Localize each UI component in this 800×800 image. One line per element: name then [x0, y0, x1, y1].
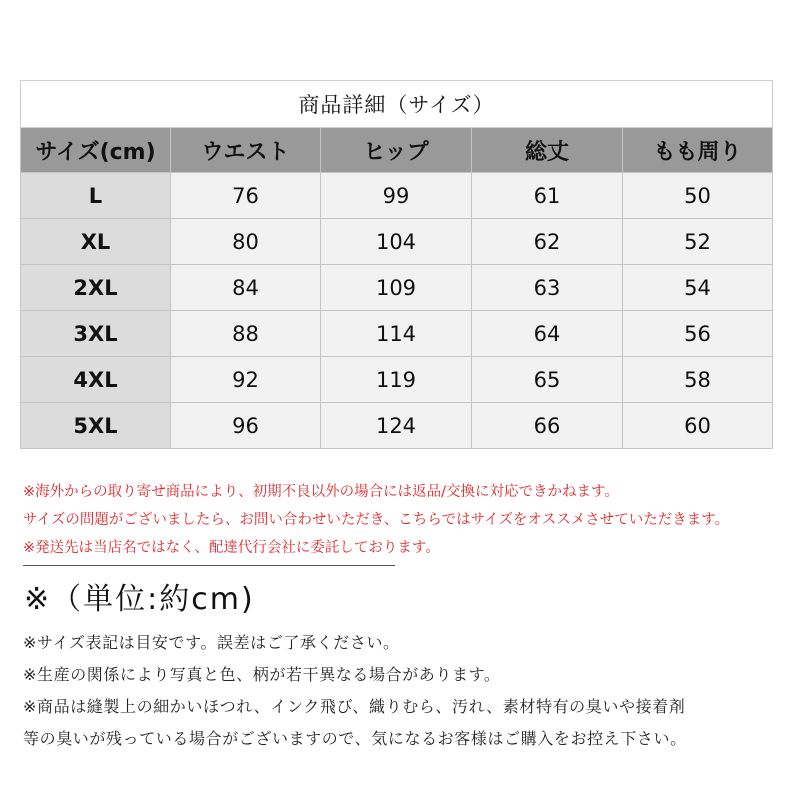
table-row: [21, 265, 773, 311]
thigh-cell: 52: [623, 219, 773, 265]
thigh-cell: 50: [623, 173, 773, 219]
quality-disclaimer-note: ※商品は縫製上の細かいほつれ、インク飛び、織りむら、汚れ、素材特有の臭いや接着剤: [23, 697, 686, 716]
hip-cell: 114: [321, 311, 472, 357]
table-row: [21, 219, 773, 265]
return-policy-note: ※海外からの取り寄せ商品により、初期不良以外の場合には返品/交換に対応できかねます。: [23, 484, 619, 500]
hip-cell: 109: [321, 265, 472, 311]
table-row: [21, 311, 773, 357]
thigh-cell: 56: [623, 311, 773, 357]
table-header-row: [21, 128, 773, 173]
unit-heading: ※（単位:約cm): [24, 582, 255, 617]
size-label-cell: 2XL: [21, 265, 171, 311]
column-header-length: 総丈: [472, 128, 623, 173]
column-header-waist: ウエスト: [171, 128, 321, 173]
column-header-hip: ヒップ: [321, 128, 472, 173]
size-disclaimer-note: ※サイズ表記は目安です。誤差はご了承ください。: [23, 633, 400, 652]
size-label-cell: 5XL: [21, 403, 171, 449]
length-cell: 64: [472, 311, 623, 357]
thigh-cell: 58: [623, 357, 773, 403]
size-inquiry-note: サイズの問題がございましたら、お問い合わせいただき、こちらではサイズをオススメさせていただきます。: [23, 512, 730, 528]
size-table: [20, 80, 773, 449]
color-disclaimer-note: ※生産の関係により写真と色、柄が若干異なる場合があります。: [23, 665, 501, 684]
waist-cell: 96: [171, 403, 321, 449]
size-label-cell: 3XL: [21, 311, 171, 357]
waist-cell: 76: [171, 173, 321, 219]
length-cell: 61: [472, 173, 623, 219]
section-divider: [23, 565, 395, 566]
hip-cell: 99: [321, 173, 472, 219]
table-row: [21, 173, 773, 219]
column-header-thigh: もも周り: [623, 128, 773, 173]
waist-cell: 84: [171, 265, 321, 311]
table-row: [21, 357, 773, 403]
length-cell: 65: [472, 357, 623, 403]
column-header-size: サイズ(cm): [21, 128, 171, 173]
thigh-cell: 54: [623, 265, 773, 311]
waist-cell: 80: [171, 219, 321, 265]
waist-cell: 92: [171, 357, 321, 403]
size-label-cell: L: [21, 173, 171, 219]
size-label-cell: 4XL: [21, 357, 171, 403]
size-label-cell: XL: [21, 219, 171, 265]
hip-cell: 124: [321, 403, 472, 449]
length-cell: 66: [472, 403, 623, 449]
odor-disclaimer-note: 等の臭いが残っている場合がございますので、気になるお客様はご購入をお控え下さい。: [23, 729, 687, 748]
table-title-row: [21, 81, 773, 128]
hip-cell: 104: [321, 219, 472, 265]
hip-cell: 119: [321, 357, 472, 403]
table-row: [21, 403, 773, 449]
thigh-cell: 60: [623, 403, 773, 449]
waist-cell: 88: [171, 311, 321, 357]
length-cell: 62: [472, 219, 623, 265]
length-cell: 63: [472, 265, 623, 311]
shipping-note: ※発送先は当店名ではなく、配達代行会社に委託しております。: [23, 540, 440, 556]
table-title: 商品詳細（サイズ）: [21, 81, 773, 128]
